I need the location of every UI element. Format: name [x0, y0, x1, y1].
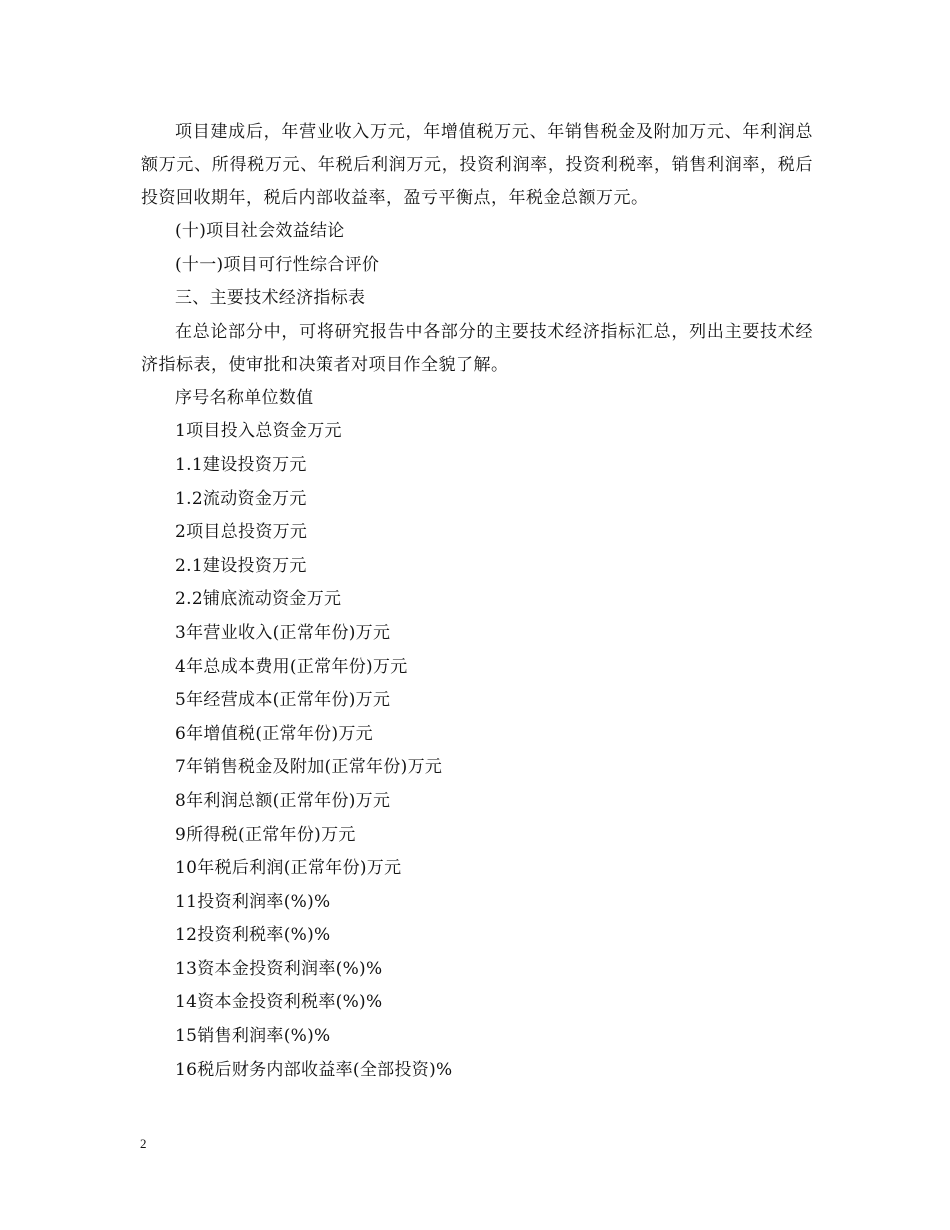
indicator-item: 7年销售税金及附加(正常年份)万元 [175, 757, 443, 778]
indicator-item: 2.1建设投资万元 [175, 555, 307, 576]
document-body [141, 116, 813, 1087]
indicator-list [141, 382, 813, 1087]
indicator-item: 13资本金投资利润率(%)% [175, 958, 383, 979]
indicator-item: 5年经营成本(正常年份)万元 [175, 690, 391, 711]
indicator-item: 1项目投入总资金万元 [175, 421, 342, 442]
indicator-item: 16税后财务内部收益率(全部投资)% [175, 1059, 453, 1080]
section-heading: (十一)项目可行性综合评价 [175, 254, 380, 275]
section-heading: (十)项目社会效益结论 [175, 221, 345, 241]
indicator-item: 6年增值税(正常年份)万元 [175, 723, 373, 744]
indicator-item: 12投资利税率(%)% [175, 925, 331, 946]
paragraph-summary: 项目建成后，年营业收入万元，年增值税万元、年销售税金及附加万元、年利润总额万元、所得税万元、年税后利润万元，投资利润率，投资利税率，销售利润率，税后投资回收期年，税后内部收益率，盈亏平衡点，年税金总额万元。 [141, 122, 813, 208]
indicator-item: 2.2铺底流动资金万元 [175, 589, 342, 610]
indicator-item: 8年利润总额(正常年份)万元 [175, 790, 391, 811]
section-heading: 三、主要技术经济指标表 [175, 288, 366, 309]
indicator-item: 14资本金投资利税率(%)% [175, 992, 383, 1013]
paragraph-overview: 在总论部分中，可将研究报告中各部分的主要技术经济指标汇总，列出主要技术经济指标表，使审批和决策者对项目作全貌了解。 [141, 321, 813, 375]
indicator-item: 1.1建设投资万元 [175, 454, 307, 475]
indicator-item: 11投资利润率(%)% [175, 891, 331, 912]
indicator-item: 15销售利润率(%)% [175, 1026, 331, 1047]
indicator-item: 1.2流动资金万元 [175, 488, 307, 509]
indicator-item: 3年营业收入(正常年份)万元 [175, 622, 391, 643]
indicator-item: 2项目总投资万元 [175, 522, 308, 543]
page-number: 2 [140, 1136, 147, 1151]
indicator-item: 10年税后利润(正常年份)万元 [175, 858, 402, 879]
indicator-header: 序号名称单位数值 [175, 387, 314, 408]
indicator-item: 9所得税(正常年份)万元 [175, 824, 356, 845]
indicator-item: 4年总成本费用(正常年份)万元 [175, 656, 408, 677]
